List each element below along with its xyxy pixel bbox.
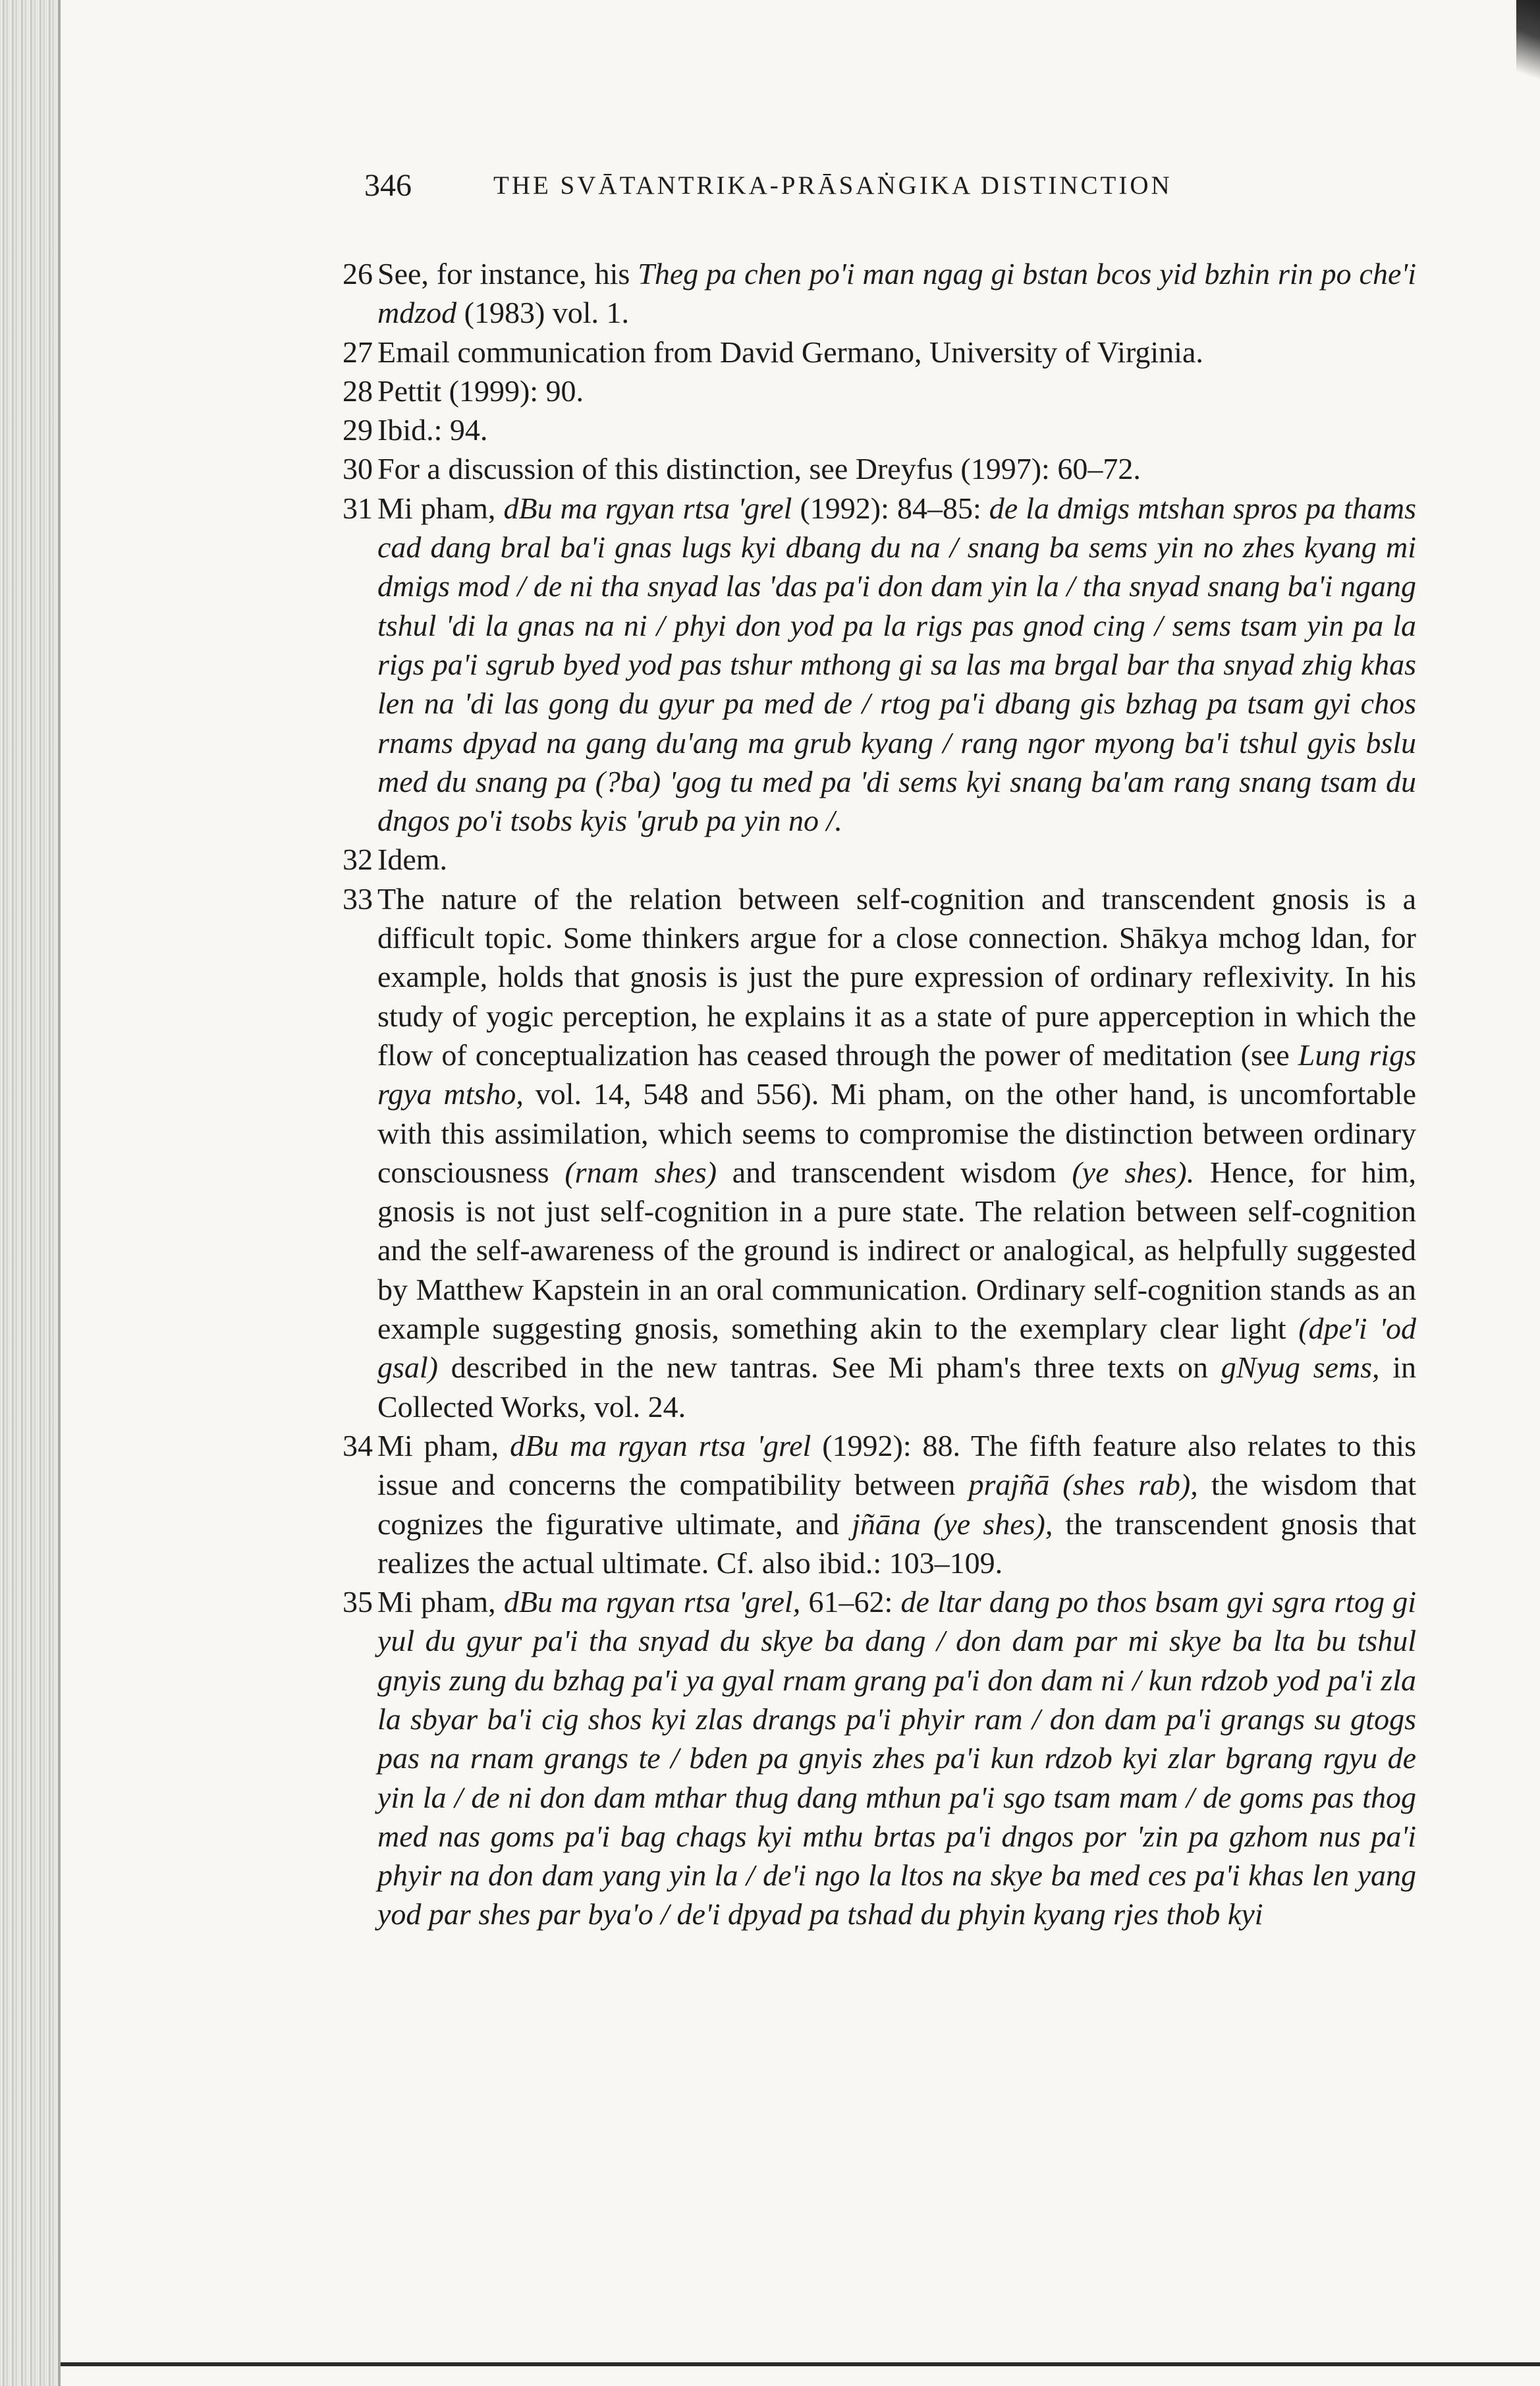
work-title: Lung rigs rgya mtsho, <box>377 1038 1416 1111</box>
sanskrit-term: prajñā (shes rab), <box>968 1468 1198 1502</box>
note-text: the transcendent gnosis that realizes the actual ultimate. Cf. also ibid.: 103–109. <box>377 1507 1416 1580</box>
note-number: 33 <box>343 881 373 916</box>
note-number: 26 <box>343 257 373 291</box>
sanskrit-term: jñāna (ye shes), <box>852 1507 1053 1541</box>
work-title: dBu ma rgyan rtsa 'grel, <box>503 1585 801 1619</box>
note-text: The nature of the relation between self-cognition and transcendent gnosis is a difficult topic. Some thinkers argue for a close connection. Shākya mchog ldan, for example, holds that gnosis is just the pure expression of ordinary reflexivity. In his study of yogic perception, he explains it as a state of pure apperception in which the flow of conceptualization has ceased through the power of meditation (see <box>377 881 1416 1072</box>
note-text: Hence, for him, gnosis is not just self-cognition in a pure state. The relation between self-cognition and the self-awareness of the ground is indirect or analogical, as helpfully suggested by Matthew Kapstein in an oral communication. Ordinary self-cognition stands as an example suggesting gnosis, something akin to the exemplary clear light <box>377 1155 1417 1346</box>
note-number: 29 <box>343 413 373 447</box>
note-33 <box>343 879 1416 1426</box>
note-text: (1992): 84–85: <box>792 491 989 525</box>
note-text: Mi pham, <box>377 1428 510 1462</box>
note-number: 34 <box>343 1428 373 1462</box>
note-text: (1983) vol. 1. <box>456 296 630 330</box>
work-title: Theg pa chen po'i man ngag gi bstan bcos yid bzhin rin po che'i mdzod <box>377 257 1416 330</box>
note-34 <box>343 1426 1416 1582</box>
note-number: 31 <box>343 491 373 525</box>
note-text: For a discussion of this distinction, see Dreyfus (1997): 60–72. <box>377 452 1141 486</box>
note-text: 61–62: <box>800 1585 901 1619</box>
note-text: Idem. <box>377 843 448 877</box>
work-title: gNyug sems, <box>1221 1350 1380 1385</box>
note-text: Ibid.: 94. <box>377 413 488 447</box>
tibetan-term: (dpe'i 'od gsal) <box>377 1312 1416 1385</box>
note-31 <box>343 489 1416 841</box>
note-text: Email communication from David Germano, University of Virginia. <box>377 335 1203 369</box>
spine-edge <box>58 0 61 2386</box>
page-header <box>364 166 1418 206</box>
note-text: vol. 14, 548 and 556). Mi pham, on the other hand, is uncomfortable with this assimilation, which seems to compromise the distinction between ordinary consciousness <box>377 1077 1416 1189</box>
note-number: 27 <box>343 335 373 369</box>
note-number: 32 <box>343 843 373 877</box>
note-text: and transcendent wisdom <box>717 1155 1072 1189</box>
note-text: in Collected Works, vol. 24. <box>377 1350 1417 1424</box>
note-27 <box>343 333 1416 372</box>
note-26 <box>343 254 1416 333</box>
note-number: 30 <box>343 452 373 486</box>
note-35 <box>343 1582 1416 1934</box>
note-30 <box>343 449 1416 488</box>
tibetan-quotation: de ltar dang po thos bsam gyi sgra rtog gi yul du gyur pa'i tha snyad du skye ba dang / don dam par mi skye ba lta bu tshul gnyis zung du bzhag pa'i ya gyal rnam grang pa'i don dam ni / kun rdzob yod pa'i zla la sbyar ba'i cig shos kyi zlas drangs pa'i phyir ram / don dam pa'i grangs su gtogs pas na rnam grangs te / bden pa gnyis zhes pa'i kun rdzob kyi zlar bgrang rgyu de yin la / de ni don dam mthar thug dang mthun pa'i sgo tsam mam / de goms pas thog med nas goms pa'i bag chags kyi mthu brtas pa'i dngos por 'zin pa gzhom nus pa'i phyir na don dam yang yin la / de'i ngo la ltos na skye ba med ces pa'i khas len yang yod par shes par bya'o / de'i dpyad pa tshad du phyin kyang rjes thob kyi <box>377 1585 1417 1931</box>
tibetan-quotation: de la dmigs mtshan spros pa thams cad dang bral ba'i gnas lugs kyi dbang du na / snang ba sems yin no zhes kyang mi dmigs mod / de ni tha snyad las 'das pa'i don dam yin la / tha snyad snang ba'i ngang tshul 'di la gnas na ni / phyi don yod pa la rigs pas gnod cing / sems tsam yin pa la rigs pa'i sgrub byed yod pas tshur mthong gi sa las ma brgal bar tha snyad zhig khas len na 'di las gong du gyur pa med de / rtog pa'i dbang gis bzhag pa tsam gyi chos rnams dpyad na gang du'ang ma grub kyang / rang ngor myong ba'i tshul gyis bslu med du snang pa (?ba) 'gog tu med pa 'di sems kyi snang ba'am rang snang tsam du dngos po'i tsobs kyis 'grub pa yin no /. <box>377 491 1416 838</box>
note-28 <box>343 372 1416 410</box>
note-number: 35 <box>343 1585 373 1619</box>
note-text: (1992): 88. The fifth feature also relates to this issue and concerns the compatibility between <box>377 1428 1416 1502</box>
note-text: described in the new tantras. See Mi pham's three texts on <box>438 1350 1221 1385</box>
work-title: dBu ma rgyan rtsa 'grel <box>503 491 792 525</box>
running-title: THE SVĀTANTRIKA-PRĀSAṄGIKA DISTINCTION <box>493 171 1172 200</box>
note-text: See, for instance, his <box>377 257 638 291</box>
note-number: 28 <box>343 374 373 408</box>
page-number: 346 <box>364 168 412 203</box>
book-spine-shadow <box>0 0 61 2386</box>
note-text: Mi pham, <box>377 1585 504 1619</box>
scan-bottom-edge <box>61 2362 1540 2366</box>
work-title: dBu ma rgyan rtsa 'grel <box>510 1428 811 1462</box>
scan-corner-mark <box>1516 0 1540 99</box>
tibetan-term: (rnam shes) <box>564 1155 717 1189</box>
note-text: Mi pham, <box>377 491 504 525</box>
note-29 <box>343 410 1416 449</box>
note-text: the wisdom that cognizes the figurative ultimate, and <box>377 1468 1416 1541</box>
note-text: Pettit (1999): 90. <box>377 374 584 408</box>
note-32 <box>343 840 1416 879</box>
tibetan-term: (ye shes). <box>1072 1155 1195 1189</box>
endnotes <box>343 254 1416 1934</box>
